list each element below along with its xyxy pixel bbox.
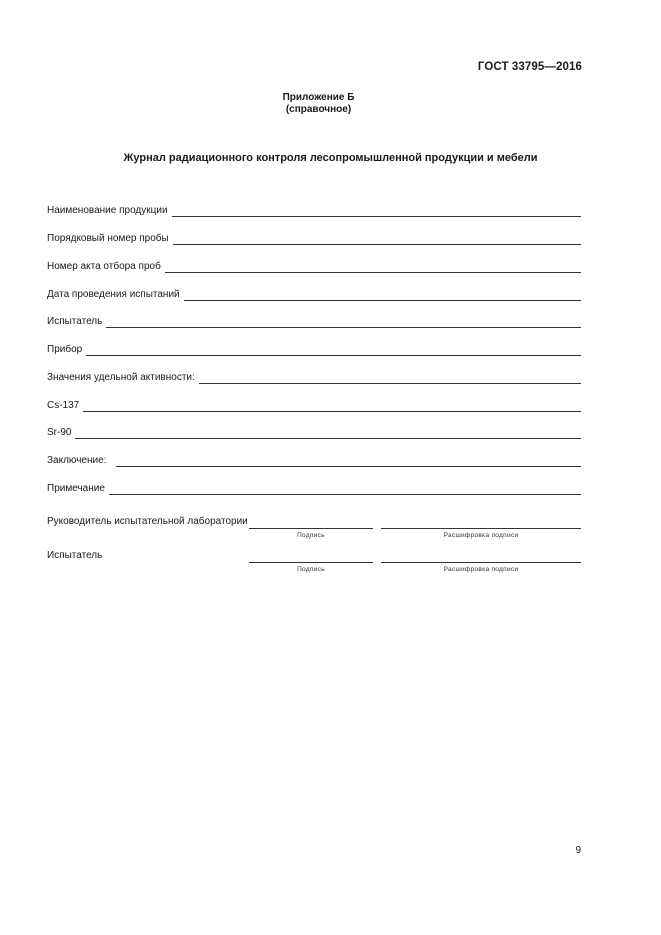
field-blank-line[interactable] xyxy=(75,426,581,439)
page-number: 9 xyxy=(575,845,581,856)
gost-code: ГОСТ 33795—2016 xyxy=(477,61,582,73)
signature-caption: Подпись xyxy=(297,566,325,573)
signature-decoding-caption: Расшифровка подписи xyxy=(443,532,519,539)
field-label: Дата проведения испытаний xyxy=(47,289,180,300)
field-label: Порядковый номер пробы xyxy=(47,233,169,244)
field-label: Наименование продукции xyxy=(47,205,168,216)
field-product-name xyxy=(47,203,581,217)
field-blank-line[interactable] xyxy=(116,454,581,467)
field-blank-line[interactable] xyxy=(86,343,581,356)
field-tester xyxy=(47,314,581,328)
field-blank-line[interactable] xyxy=(184,288,581,301)
signature-line[interactable] xyxy=(249,562,373,563)
field-blank-line[interactable] xyxy=(173,232,581,245)
signature-tester xyxy=(47,550,581,574)
field-label: Испытатель xyxy=(47,316,103,327)
field-blank-line[interactable] xyxy=(109,482,581,495)
field-label: Номер акта отбора проб xyxy=(47,261,161,272)
field-label: Заключение: xyxy=(47,455,107,466)
field-label: Прибор xyxy=(47,344,83,355)
field-label: Sr-90 xyxy=(47,427,72,438)
signature-decoding-line[interactable] xyxy=(381,562,581,563)
field-blank-line[interactable] xyxy=(172,204,581,217)
appendix-title: Приложение Б xyxy=(282,92,355,103)
field-label: Примечание xyxy=(47,483,105,494)
field-test-date xyxy=(47,287,581,301)
field-specific-activity xyxy=(47,370,581,384)
field-conclusion xyxy=(47,453,581,467)
signature-line[interactable] xyxy=(249,528,373,529)
field-blank-line[interactable] xyxy=(83,399,581,412)
signature-lab-head xyxy=(47,516,581,540)
field-instrument xyxy=(47,342,581,356)
field-blank-line[interactable] xyxy=(199,371,581,384)
field-cs137 xyxy=(47,398,581,412)
field-blank-line[interactable] xyxy=(106,315,581,328)
appendix-subtitle: (справочное) xyxy=(285,104,352,115)
field-blank-line[interactable] xyxy=(165,260,581,273)
signature-decoding-line[interactable] xyxy=(381,528,581,529)
field-sample-number xyxy=(47,231,581,245)
field-label: Значения удельной активности: xyxy=(47,372,195,383)
signature-label: Испытатель xyxy=(47,550,103,561)
signature-caption: Подпись xyxy=(297,532,325,539)
field-label: Cs-137 xyxy=(47,400,80,411)
journal-title: Журнал радиационного контроля лесопромышленной продукции и мебели xyxy=(123,152,538,164)
field-note xyxy=(47,481,581,495)
field-sr90 xyxy=(47,425,581,439)
signature-label: Руководитель испытательной лаборатории xyxy=(47,516,248,527)
signature-decoding-caption: Расшифровка подписи xyxy=(443,566,519,573)
field-sampling-act-number xyxy=(47,259,581,273)
